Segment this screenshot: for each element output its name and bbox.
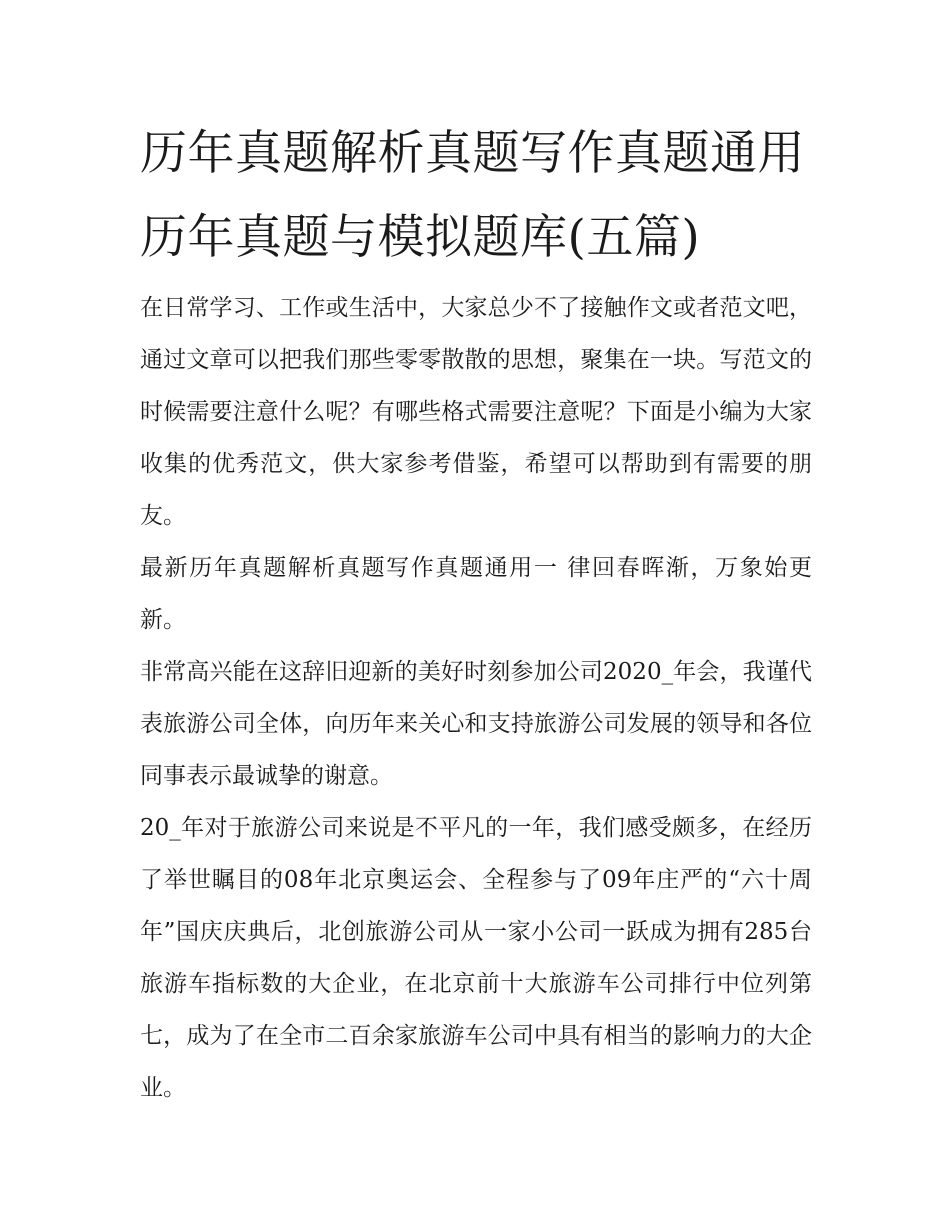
document-title: 历年真题解析真题写作真题通用 历年真题与模拟题库(五篇)	[140, 126, 805, 265]
paragraph-year-review: 20_年对于旅游公司来说是不平凡的一年，我们感受颇多，在经历了举世瞩目的08年北京奥运会、全程参与了09年庄严的“六十周年”国庆庆典后，北创旅游公司从一家小公司一跃成为拥有285台旅游车指标数的大企业，在北京前十大旅游车公司排行中位列第七，成为了在全市二百余家旅游车公司中具有相当的影响力的大企业。	[140, 815, 812, 1101]
document-page	[140, 112, 812, 1114]
document-body	[140, 282, 812, 1114]
paragraph-heading-one: 最新历年真题解析真题写作真题通用一 律回春晖渐，万象始更新。	[140, 555, 812, 633]
paragraph-intro: 在日常学习、工作或生活中，大家总少不了接触作文或者范文吧，通过文章可以把我们那些零零散散的思想，聚集在一块。写范文的时候需要注意什么呢？有哪些格式需要注意呢？下面是小编为大家收集的优秀范文，供大家参考借鉴，希望可以帮助到有需要的朋友。	[140, 295, 812, 529]
paragraph-greeting: 非常高兴能在这辞旧迎新的美好时刻参加公司2020_年会，我谨代表旅游公司全体，向历年来关心和支持旅游公司发展的领导和各位同事表示最诚挚的谢意。	[140, 659, 812, 789]
